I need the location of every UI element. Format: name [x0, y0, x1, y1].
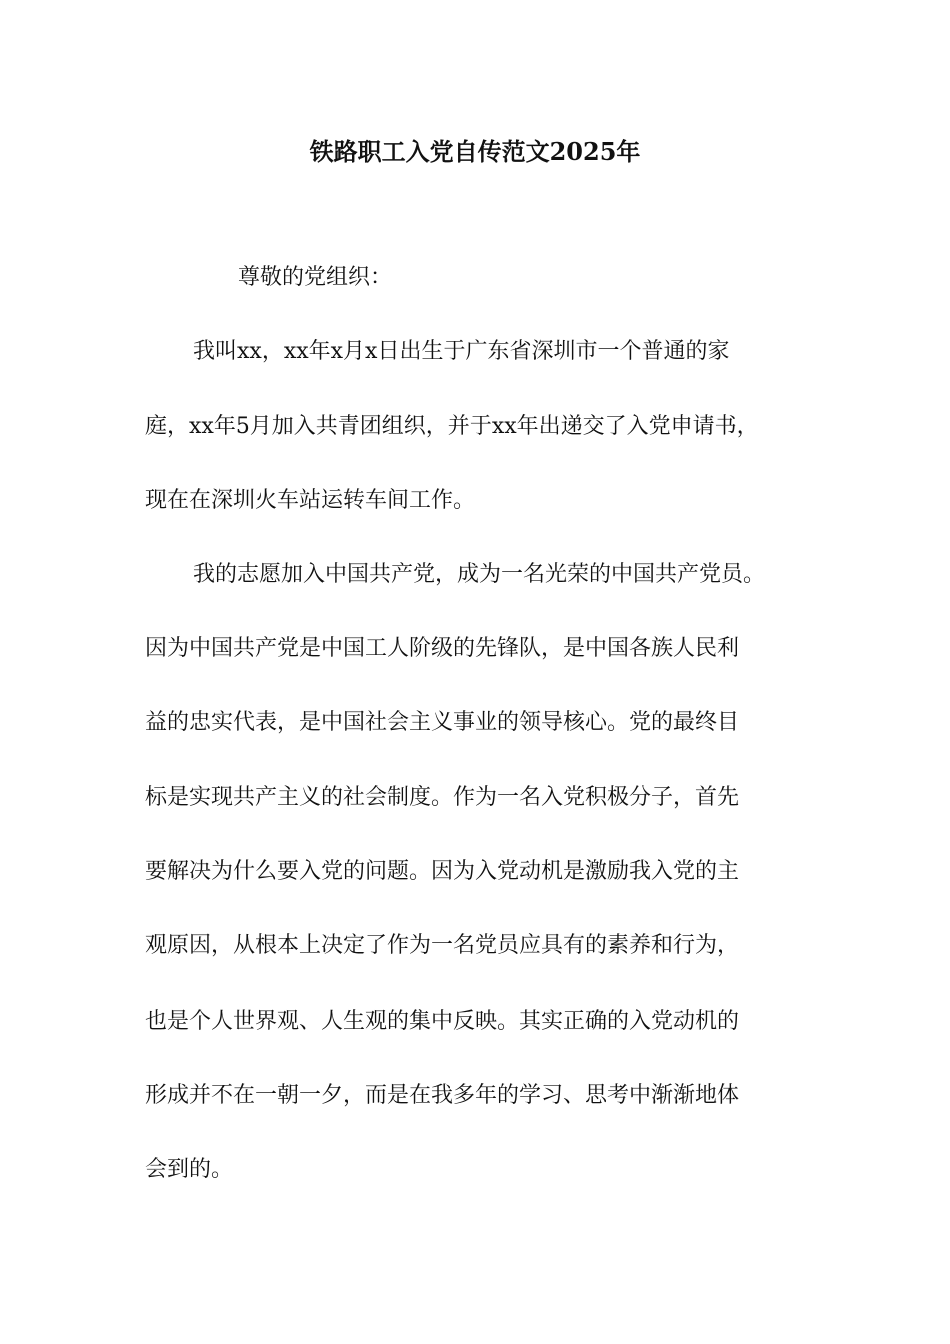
paragraph-line: 要解决为什么要入党的问题。因为入党动机是激励我入党的主 — [145, 859, 740, 884]
paragraph-line: 因为中国共产党是中国工人阶级的先锋队，是中国各族人民利 — [145, 636, 740, 661]
paragraph-line: 益的忠实代表，是中国社会主义事业的领导核心。党的最终目 — [145, 710, 740, 735]
paragraph-line: 庭，xx年5月加入共青团组织，并于xx年出递交了入党申请书， — [145, 414, 759, 439]
paragraph-line: 观原因，从根本上决定了作为一名党员应具有的素养和行为， — [145, 933, 740, 958]
paragraph-line: 现在在深圳火车站运转车间工作。 — [145, 488, 476, 513]
paragraph-line: 也是个人世界观、人生观的集中反映。其实正确的入党动机的 — [145, 1009, 740, 1034]
paragraph-line: 会到的。 — [145, 1157, 234, 1182]
paragraph-line: 我叫xx，xx年x月x日出生于广东省深圳市一个普通的家 — [193, 339, 730, 364]
paragraph-line: 标是实现共产主义的社会制度。作为一名入党积极分子，首先 — [145, 785, 740, 810]
paragraph-line: 我的志愿加入中国共产党，成为一名光荣的中国共产党员。 — [193, 562, 766, 587]
document-title: 铁路职工入党自传范文2025年 — [309, 137, 641, 166]
paragraph-line: 形成并不在一朝一夕，而是在我多年的学习、思考中渐渐地体 — [145, 1083, 740, 1108]
salutation: 尊敬的党组织： — [238, 265, 393, 290]
